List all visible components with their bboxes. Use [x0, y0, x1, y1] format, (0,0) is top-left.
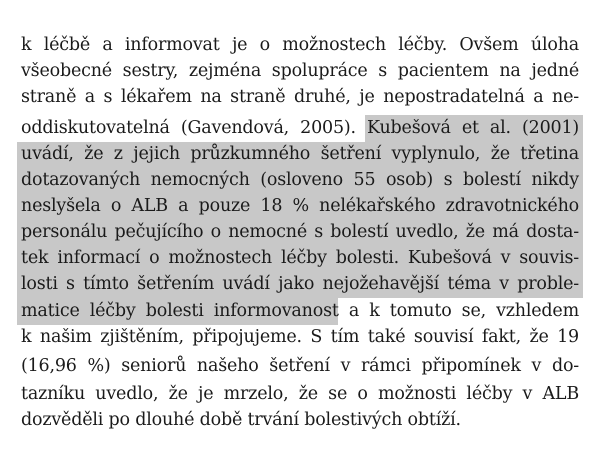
text-line-10: losti s tímto šetřením uvádí jako nejožehavější téma v proble- [21, 274, 579, 294]
text-line-14: tazníku uvedlo, že je mrzelo, že se o možnosti léčby v ALB [21, 384, 579, 404]
text-line-13: (16,96 %) seniorů našeho šetření v rámci připomínek v do- [21, 356, 579, 376]
text-line-11: matice léčby bolesti informovanost a k tomuto se, vzhledem [21, 301, 579, 321]
text-line-9: tek informací o možnostech léčby bolesti. Kubešová v souvis- [21, 248, 579, 268]
text-line-8: personálu pečujícího o nemocné s bolestí uvedlo, že má dosta- [21, 222, 579, 242]
text-line-5: uvádí, že z jejich průzkumného šetření vyplynulo, že třetina [21, 144, 579, 164]
text-line-2: všeobecné sestry, zejména spolupráce s pacientem na jedné [21, 61, 579, 81]
text-line-6: dotazovaných nemocných (osloveno 55 osob) s bolestí nikdy [21, 170, 579, 190]
text-line-3: straně a s lékařem na straně druhé, je nepostradatelná a ne- [21, 87, 579, 107]
text-line-12: k našim zjištěním, připojujeme. S tím také souvisí fakt, že 19 [21, 327, 579, 347]
text-line-15: dozvěděli po dlouhé době trvání bolestivých obtíží. [21, 410, 461, 430]
text-line-7: neslyšela o ALB a pouze 18 % nelékařského zdravotnického [21, 196, 579, 216]
text-line-4: oddiskutovatelná (Gavendová, 2005). Kubešová et al. (2001) [21, 118, 579, 138]
text-line-1: k léčbě a informovat je o možnostech léčby. Ovšem úloha [21, 35, 579, 55]
